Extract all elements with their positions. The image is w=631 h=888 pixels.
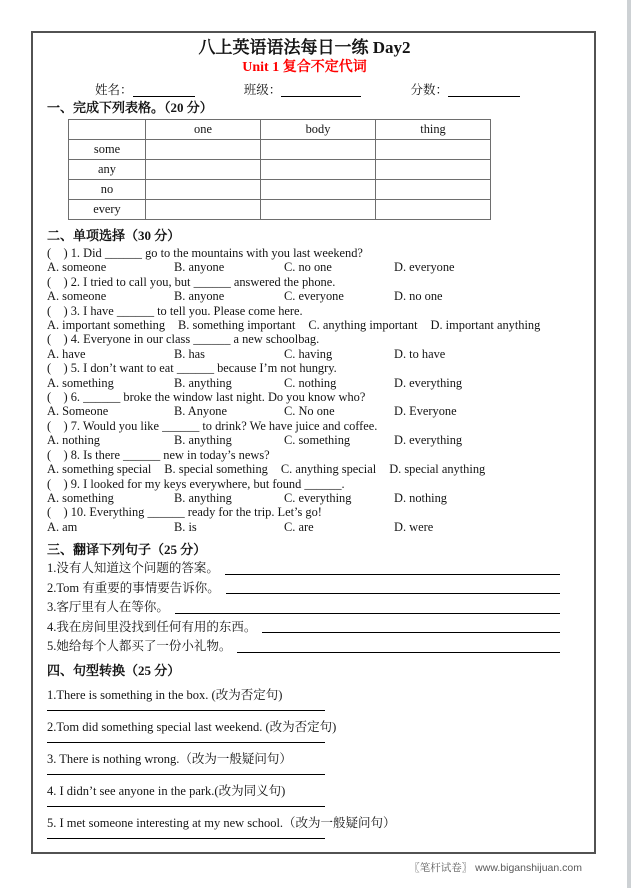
translation-text: 5.她给每个人都买了一份小礼物。	[47, 639, 232, 654]
answer-line	[47, 806, 325, 807]
translation-item	[47, 579, 562, 599]
mc-option: C. nothing	[284, 375, 337, 390]
mc-option: D. Everyone	[394, 404, 457, 419]
answer-line	[175, 598, 560, 614]
blank-answer-cell	[261, 200, 376, 220]
blank-answer-cell	[146, 140, 261, 160]
blank-answer-cell	[376, 140, 491, 160]
mc-option: C. everything	[284, 490, 352, 505]
mc-option: C. anything special	[280, 462, 377, 477]
transform-text: 3. There is nothing wrong.（改为一般疑问句）	[47, 751, 292, 766]
mc-option: B. anything	[174, 490, 232, 505]
answer-line	[47, 742, 325, 743]
mc-options-row	[47, 491, 562, 505]
mc-option: C. no one	[284, 260, 332, 275]
score-label: 分数：	[410, 83, 448, 97]
mc-option: D. were	[394, 519, 434, 534]
answer-line	[47, 774, 325, 775]
mc-question-text: ( ) 7. Would you like ______ to drink? We have juice and coffee.	[47, 418, 378, 433]
completion-table	[68, 119, 491, 220]
section1-heading: 一、完成下列表格。（20 分）	[47, 100, 213, 115]
mc-options-row	[47, 520, 562, 534]
mc-option: A. something special	[47, 462, 152, 477]
mc-option: A. important something	[47, 318, 166, 333]
section3-heading: 三、翻译下列句子（25 分）	[47, 542, 207, 558]
mc-option: A. someone	[47, 289, 107, 304]
mc-option: B. has	[174, 346, 205, 361]
table-row	[69, 180, 491, 200]
table-corner-cell	[69, 120, 146, 140]
mc-question-text: ( ) 5. I don’t want to eat ______ because I’m not hungry.	[47, 361, 337, 376]
mc-option: C. anything important	[308, 318, 418, 333]
score-field	[410, 83, 520, 97]
mc-question-text: ( ) 1. Did ______ go to the mountains with you last weekend?	[47, 246, 363, 260]
mc-option: C. everyone	[284, 289, 344, 304]
table-header-cell: thing	[376, 120, 491, 140]
footer-watermark: 〖笔杆试卷〗 www.biganshijuan.com	[409, 862, 582, 874]
blank-answer-cell	[261, 160, 376, 180]
mc-option: A. Someone	[47, 404, 109, 419]
table-row	[69, 200, 491, 220]
mc-options-row	[47, 318, 562, 332]
mc-option: A. am	[47, 519, 78, 534]
translation-text: 4.我在房间里没找到任何有用的东西。	[47, 619, 257, 634]
page-title: 八上英语语法每日一练 Day2	[198, 38, 411, 57]
blank-answer-cell	[376, 200, 491, 220]
translation-text: 2.Tom 有重要的事情要告诉你。	[47, 580, 220, 595]
transform-text: 4. I didn’t see anyone in the park.(改为同义句)	[47, 783, 286, 798]
mc-option: B. Anyone	[174, 404, 228, 419]
translation-item	[47, 598, 562, 618]
mc-question-text: ( ) 8. Is there ______ new in today’s news?	[47, 447, 270, 462]
blank-answer-cell	[261, 180, 376, 200]
mc-option: C. having	[284, 346, 333, 361]
mc-options-row	[47, 289, 562, 303]
mc-options-row	[47, 260, 562, 274]
mc-options-row	[47, 376, 562, 390]
mc-option: B. something important	[178, 318, 296, 333]
table-header-cell: one	[146, 120, 261, 140]
answer-line	[47, 710, 325, 711]
blank-answer-cell	[376, 180, 491, 200]
blank-answer-cell	[146, 180, 261, 200]
mc-option: C. are	[284, 519, 314, 534]
row-label-cell: any	[69, 160, 146, 180]
mc-question-text: ( ) 2. I tried to call you, but ______ answered the phone.	[47, 274, 336, 289]
unit-subtitle: Unit 1 复合不定代词	[242, 60, 367, 75]
table-row	[69, 140, 491, 160]
name-label: 姓名：	[95, 83, 133, 97]
row-label-cell: every	[69, 200, 146, 220]
answer-line	[47, 838, 325, 839]
name-blank-line	[133, 85, 195, 97]
answer-line	[225, 559, 560, 575]
mc-question-text: ( ) 9. I looked for my keys everywhere, but found ______.	[47, 476, 345, 491]
translation-list	[47, 559, 562, 657]
multiple-choice-list	[47, 246, 562, 534]
answer-line	[226, 579, 560, 595]
name-field	[95, 83, 195, 97]
mc-option: D. everything	[394, 433, 463, 448]
mc-options-row	[47, 433, 562, 447]
blank-answer-cell	[261, 140, 376, 160]
mc-question-text: ( ) 6. ______ broke the window last night. Do you know who?	[47, 390, 366, 405]
score-blank-line	[448, 85, 520, 97]
class-field	[244, 83, 362, 97]
mc-option: D. special anything	[389, 462, 486, 477]
class-blank-line	[281, 85, 361, 97]
mc-option: A. something	[47, 375, 114, 390]
mc-option: D. everyone	[394, 260, 455, 275]
transform-text: 5. I met someone interesting at my new school.（改为一般疑问句）	[47, 815, 396, 830]
mc-option: A. nothing	[47, 433, 101, 448]
answer-line	[237, 637, 560, 653]
mc-option: C. something	[284, 433, 351, 448]
mc-option: B. anyone	[174, 260, 225, 275]
mc-option: B. anyone	[174, 289, 225, 304]
mc-options-row	[47, 462, 562, 476]
blank-answer-cell	[376, 160, 491, 180]
mc-option: A. someone	[47, 260, 107, 275]
translation-text: 1.没有人知道这个问题的答案。	[47, 561, 219, 576]
mc-option: D. important anything	[430, 318, 541, 333]
row-label-cell: some	[69, 140, 146, 160]
mc-option: A. something	[47, 490, 114, 505]
mc-question-text: ( ) 10. Everything ______ ready for the trip. Let’s go!	[47, 505, 322, 520]
mc-option: D. everything	[394, 375, 463, 390]
student-info-row	[95, 83, 520, 97]
answer-line	[262, 618, 560, 634]
translation-item	[47, 618, 562, 638]
scrollbar[interactable]	[627, 0, 631, 888]
mc-options-row	[47, 404, 562, 418]
mc-option: B. anything	[174, 375, 232, 390]
mc-option: A. have	[47, 346, 86, 361]
mc-question-text: ( ) 3. I have ______ to tell you. Please come here.	[47, 303, 303, 318]
section2-heading: 二、单项选择（30 分）	[47, 228, 181, 243]
mc-option: B. special something	[164, 462, 268, 477]
mc-options-row	[47, 347, 562, 361]
mc-option: D. no one	[394, 289, 443, 304]
class-label: 班级：	[243, 83, 282, 97]
mc-option: C. No one	[284, 404, 335, 419]
table-row	[69, 160, 491, 180]
sentence-transform-list	[47, 688, 562, 839]
translation-text: 3.客厅里有人在等你。	[47, 600, 169, 615]
mc-option: B. anything	[174, 433, 232, 448]
mc-option: D. to have	[394, 346, 446, 361]
blank-answer-cell	[146, 200, 261, 220]
mc-option: D. nothing	[394, 490, 448, 505]
translation-item	[47, 559, 562, 579]
row-label-cell: no	[69, 180, 146, 200]
transform-text: 1.There is something in the box. (改为否定句)	[47, 687, 283, 702]
mc-option: B. is	[174, 519, 197, 534]
mc-question-text: ( ) 4. Everyone in our class ______ a new schoolbag.	[47, 332, 320, 347]
table-header-row	[69, 120, 491, 140]
table-header-cell: body	[261, 120, 376, 140]
section4-heading: 四、句型转换（25 分）	[47, 662, 181, 678]
transform-text: 2.Tom did something special last weekend. (改为否定句)	[47, 719, 337, 734]
worksheet-page	[31, 31, 596, 854]
blank-answer-cell	[146, 160, 261, 180]
translation-item	[47, 637, 562, 657]
